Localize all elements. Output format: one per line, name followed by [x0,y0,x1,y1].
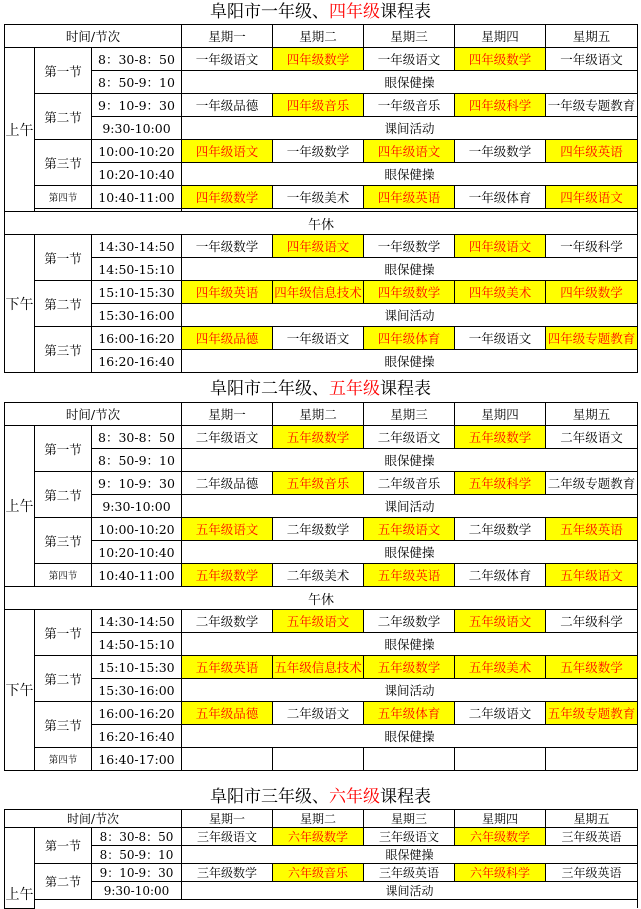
period-label: 第一节 [35,610,92,656]
course-cell: 四年级美术 [455,281,546,304]
time-cell: 9：10-9：30 [92,472,182,495]
course-cell: 五年级美术 [455,656,546,679]
eye-exercise-cell: 眼保健操 [182,725,638,748]
course-cell: 二年级数学 [182,610,273,633]
time-cell: 16:20-16:40 [92,350,182,373]
time-cell: 8：30-8：50 [92,48,182,71]
weekday-header: 星期二 [273,403,364,426]
time-cell: 16:40-17:00 [92,748,182,771]
course-cell [273,748,364,771]
course-cell: 五年级数学 [364,656,455,679]
time-cell: 10:00-10:20 [92,518,182,541]
period-label: 第二节 [35,472,92,518]
course-cell: 六年级数学 [273,828,364,846]
period-label: 第一节 [35,48,92,94]
schedule-table-2 [4,402,638,771]
course-cell: 五年级数学 [455,426,546,449]
course-cell: 二年级数学 [273,518,364,541]
table-row [5,117,638,140]
header-label: 时间/节次 [5,810,182,828]
time-cell: 14:30-14:50 [92,235,182,258]
schedule-table-3 [4,809,638,909]
eye-exercise-cell: 眼保健操 [182,633,638,656]
course-cell: 五年级音乐 [273,472,364,495]
course-cell: 二年级语文 [364,426,455,449]
time-cell: 10:40-11:00 [92,186,182,209]
course-cell: 二年级语文 [455,702,546,725]
header-label: 时间/节次 [5,25,182,48]
am-label: 上午 [5,828,35,909]
time-cell: 8：30-8：50 [92,426,182,449]
time-cell: 10:00-10:20 [92,140,182,163]
table-row [5,163,638,186]
table-row [5,518,638,541]
course-cell: 二年级数学 [364,610,455,633]
period-label: 第三节 [35,327,92,373]
eye-exercise-cell: 眼保健操 [182,258,638,281]
time-cell: 15:10-15:30 [92,281,182,304]
period-label: 第二节 [35,656,92,702]
table-row [5,304,638,327]
period-label: 第三节 [35,702,92,748]
table-row [5,679,638,702]
time-cell: 9：10-9：30 [92,864,182,882]
weekday-header: 星期二 [273,25,364,48]
eye-exercise-cell: 眼保健操 [182,846,638,864]
title-text: 课程表 [380,379,431,399]
time-cell: 9：10-9：30 [92,94,182,117]
weekday-header: 星期五 [546,810,638,828]
course-cell: 一年级数学 [455,140,546,163]
table-row [5,541,638,564]
course-cell: 五年级科学 [455,472,546,495]
course-cell: 六年级科学 [455,864,546,882]
course-cell [455,748,546,771]
course-cell: 三年级英语 [546,828,638,846]
course-cell: 五年级英语 [182,656,273,679]
period-label: 第一节 [35,235,92,281]
course-cell: 三年级语文 [364,828,455,846]
pm-label: 下午 [5,235,35,373]
course-cell: 四年级语文 [273,235,364,258]
course-cell: 一年级音乐 [364,94,455,117]
time-cell: 10:40-11:00 [92,564,182,587]
pm-label: 下午 [5,610,35,771]
weekday-header: 星期一 [182,403,273,426]
time-cell: 16:20-16:40 [92,725,182,748]
table-row [5,725,638,748]
header-label: 时间/节次 [5,403,182,426]
course-cell: 四年级科学 [455,94,546,117]
period-label: 第二节 [35,864,92,900]
course-cell: 五年级英语 [546,518,638,541]
table-row [5,48,638,71]
activity-cell: 课间活动 [182,495,638,518]
weekday-header: 星期一 [182,810,273,828]
time-cell: 16:00-16:20 [92,327,182,350]
course-cell: 二年级语文 [546,426,638,449]
time-cell: 9:30-10:00 [92,495,182,518]
weekday-header: 星期五 [546,25,638,48]
eye-exercise-cell: 眼保健操 [182,163,638,186]
time-cell: 8：50-9：10 [92,449,182,472]
weekday-header: 星期四 [455,25,546,48]
course-cell: 四年级体育 [364,327,455,350]
table-row [5,495,638,518]
table-row [5,748,638,771]
course-cell: 一年级科学 [546,235,638,258]
period-label: 第三节 [35,140,92,186]
table-header-row [5,810,638,828]
time-cell: 8：30-8：50 [92,828,182,846]
course-cell: 一年级语文 [364,48,455,71]
period-label: 第四节 [35,748,92,771]
title-highlight: 四年级 [329,2,380,22]
course-cell: 二年级美术 [273,564,364,587]
time-cell: 9:30-10:00 [92,882,182,900]
weekday-header: 星期三 [364,810,455,828]
title-text: 阜阳市二年级、 [210,379,329,399]
table-row [5,846,638,864]
course-cell: 四年级语文 [364,140,455,163]
weekday-header: 星期二 [273,810,364,828]
course-cell: 五年级语文 [182,518,273,541]
am-label: 上午 [5,48,35,212]
table-row [5,281,638,304]
course-cell [364,748,455,771]
table-row [5,702,638,725]
table-row [5,426,638,449]
course-cell: 五年级数学 [182,564,273,587]
table-row [5,900,638,909]
course-cell: 五年级数学 [273,426,364,449]
time-cell: 8：50-9：10 [92,846,182,864]
title-text: 阜阳市一年级、 [210,2,329,22]
course-cell: 四年级信息技术 [273,281,364,304]
course-cell: 五年级体育 [364,702,455,725]
course-cell: 一年级语文 [182,48,273,71]
course-cell: 四年级语文 [455,235,546,258]
table-row [5,71,638,94]
course-cell: 二年级专题教育 [546,472,638,495]
period-label: 第二节 [35,281,92,327]
table-row [5,235,638,258]
weekday-header: 星期四 [455,810,546,828]
course-cell: 一年级专题教育 [546,94,638,117]
table-row [5,610,638,633]
course-cell: 五年级语文 [364,518,455,541]
sheet-1-title [0,1,641,23]
cut-off-row [35,900,638,909]
course-cell: 四年级音乐 [273,94,364,117]
eye-exercise-cell: 眼保健操 [182,541,638,564]
eye-exercise-cell: 眼保健操 [182,350,638,373]
course-cell: 四年级专题教育 [546,327,638,350]
course-cell: 一年级语文 [546,48,638,71]
time-cell: 16:00-16:20 [92,702,182,725]
course-cell: 一年级品德 [182,94,273,117]
table-header-row [5,25,638,48]
title-text: 课程表 [380,2,431,22]
course-cell: 四年级数学 [546,281,638,304]
activity-cell: 课间活动 [182,117,638,140]
time-cell: 15:10-15:30 [92,656,182,679]
course-cell: 四年级数学 [182,186,273,209]
weekday-header: 星期五 [546,403,638,426]
course-cell: 四年级品德 [182,327,273,350]
course-cell: 六年级数学 [455,828,546,846]
schedule-table-1 [4,24,638,373]
table-row [5,94,638,117]
table-row [5,564,638,587]
time-cell: 9:30-10:00 [92,117,182,140]
course-cell: 一年级美术 [273,186,364,209]
table-row [5,882,638,900]
course-cell: 一年级数学 [273,140,364,163]
table-row [5,212,638,235]
noon-break-cell: 午休 [5,212,638,235]
sheet-2-title [0,378,641,400]
course-cell: 四年级数学 [364,281,455,304]
course-cell [182,748,273,771]
table-row [5,587,638,610]
course-cell: 三年级英语 [546,864,638,882]
table-row [5,140,638,163]
sheet-3-title [0,786,641,808]
course-cell: 四年级数学 [273,48,364,71]
time-cell: 14:50-15:10 [92,633,182,656]
course-cell [546,748,638,771]
course-cell: 六年级音乐 [273,864,364,882]
eye-exercise-cell: 眼保健操 [182,71,638,94]
course-cell: 五年级语文 [546,564,638,587]
table-row [5,327,638,350]
course-cell: 二年级数学 [455,518,546,541]
period-label: 第一节 [35,828,92,864]
period-label: 第四节 [35,564,92,587]
activity-cell: 课间活动 [182,882,638,900]
table-row [5,633,638,656]
course-cell: 四年级语文 [546,186,638,209]
course-cell: 五年级语文 [273,610,364,633]
course-cell: 三年级英语 [364,864,455,882]
course-cell: 五年级语文 [455,610,546,633]
course-cell: 一年级数学 [364,235,455,258]
activity-cell: 课间活动 [182,304,638,327]
course-cell: 四年级英语 [182,281,273,304]
table-row [5,656,638,679]
table-row [5,186,638,209]
time-cell: 10:20-10:40 [92,163,182,186]
course-cell: 二年级品德 [182,472,273,495]
course-cell: 二年级体育 [455,564,546,587]
course-cell: 四年级语文 [182,140,273,163]
time-cell: 8：50-9：10 [92,71,182,94]
title-text: 课程表 [380,787,431,807]
course-cell: 五年级信息技术 [273,656,364,679]
course-cell: 一年级语文 [273,327,364,350]
course-cell: 一年级体育 [455,186,546,209]
course-cell: 二年级语文 [273,702,364,725]
course-cell: 三年级数学 [182,864,273,882]
course-cell: 四年级英语 [546,140,638,163]
table-row [5,472,638,495]
course-cell: 五年级品德 [182,702,273,725]
time-cell: 14:50-15:10 [92,258,182,281]
title-highlight: 六年级 [329,787,380,807]
course-cell: 五年级英语 [364,564,455,587]
time-cell: 15:30-16:00 [92,679,182,702]
course-cell: 二年级音乐 [364,472,455,495]
weekday-header: 星期四 [455,403,546,426]
table-row [5,449,638,472]
period-label: 第一节 [35,426,92,472]
course-cell: 五年级专题教育 [546,702,638,725]
noon-break-cell: 午休 [5,587,638,610]
period-label: 第三节 [35,518,92,564]
course-cell: 一年级语文 [455,327,546,350]
weekday-header: 星期三 [364,25,455,48]
time-cell: 10:20-10:40 [92,541,182,564]
table-header-row [5,403,638,426]
period-label: 第四节 [35,186,92,209]
title-highlight: 五年级 [329,379,380,399]
table-row [5,258,638,281]
table-row [5,828,638,846]
title-text: 阜阳市三年级、 [210,787,329,807]
activity-cell: 课间活动 [182,679,638,702]
course-cell: 五年级数学 [546,656,638,679]
table-row [5,350,638,373]
course-cell: 四年级英语 [364,186,455,209]
period-label: 第二节 [35,94,92,140]
eye-exercise-cell: 眼保健操 [182,449,638,472]
am-label: 上午 [5,426,35,587]
time-cell: 15:30-16:00 [92,304,182,327]
course-cell: 四年级数学 [455,48,546,71]
weekday-header: 星期三 [364,403,455,426]
course-cell: 三年级语文 [182,828,273,846]
course-cell: 二年级科学 [546,610,638,633]
weekday-header: 星期一 [182,25,273,48]
time-cell: 14:30-14:50 [92,610,182,633]
course-cell: 二年级语文 [182,426,273,449]
course-cell: 一年级数学 [182,235,273,258]
table-row [5,864,638,882]
